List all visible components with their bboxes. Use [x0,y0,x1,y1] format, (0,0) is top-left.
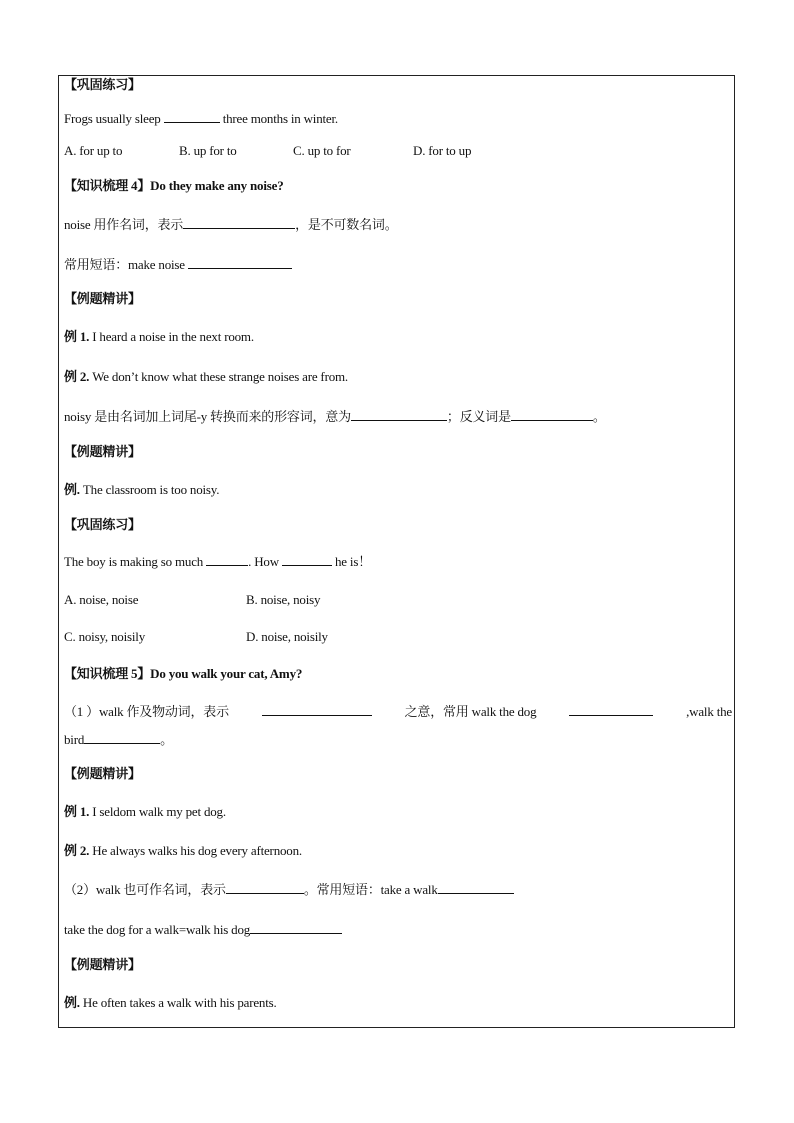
option-b: B. up for to [179,143,237,158]
explanation-text: noise 用作名词，表示 ，是不可数名词。 [64,217,398,232]
option-a: A. for up to [64,143,123,158]
answer-blank [250,921,342,934]
answer-blank [569,703,653,716]
answer-blank [226,881,304,894]
option-a: A. noise, noise [64,592,139,607]
section-heading: 【巩固练习】 [64,517,141,532]
phrase-text: take the dog for a walk=walk his dog [64,921,732,939]
section-heading: 【知识梳理 4】Do they make any noise? [64,178,284,193]
section-heading: 【例题精讲】 [64,766,141,781]
option-b: B. noise, noisy [246,592,321,607]
section-heading: 【知识梳理 5】Do you walk your cat, Amy? [64,666,303,681]
explanation-text: noisy 是由名词加上词尾-y 转换而来的形容词，意为 ；反义词是 。 [64,409,606,424]
answer-blank [262,703,372,716]
section-heading: 【例题精讲】 [64,291,141,306]
phrase-text: 常用短语：make noise [64,256,732,274]
answer-blank [183,216,295,229]
example-sentence: 例. He often takes a walk with his parents. [64,995,277,1010]
answer-blank [511,408,593,421]
answer-blank [188,256,292,269]
option-d: D. for to up [413,143,472,158]
example-sentence: 例. The classroom is too noisy. [64,482,220,497]
example-sentence: 例 2. We don’t know what these strange noises are from. [64,369,348,384]
answer-blank [84,731,160,744]
answer-blank [206,553,248,566]
answer-blank [351,408,447,421]
explanation-text-cont: bird 。 [64,732,173,747]
example-sentence: 例 1. I seldom walk my pet dog. [64,804,226,819]
explanation-text: （2）walk 也可作名词，表示 。常用短语：take a walk [64,881,732,899]
section-heading: 【例题精讲】 [64,444,141,459]
section-heading: 【例题精讲】 [64,957,141,972]
question-text: The boy is making so much . How he is！ [64,554,371,569]
answer-blank [164,110,220,123]
example-sentence: 例 2. He always walks his dog every afternoon. [64,843,302,858]
option-c: C. up to for [293,143,351,158]
section-heading: 【巩固练习】 [64,77,141,92]
answer-blank [438,881,514,894]
answer-blank [282,553,332,566]
option-d: D. noise, noisily [246,629,328,644]
explanation-text: （1 ）walk 作及物动词，表示 之意，常用 walk the dog ,walk the [64,704,732,719]
option-c: C. noisy, noisily [64,629,145,644]
example-sentence: 例 1. I heard a noise in the next room. [64,329,254,344]
question-text: Frogs usually sleep three months in winter. [64,111,338,126]
